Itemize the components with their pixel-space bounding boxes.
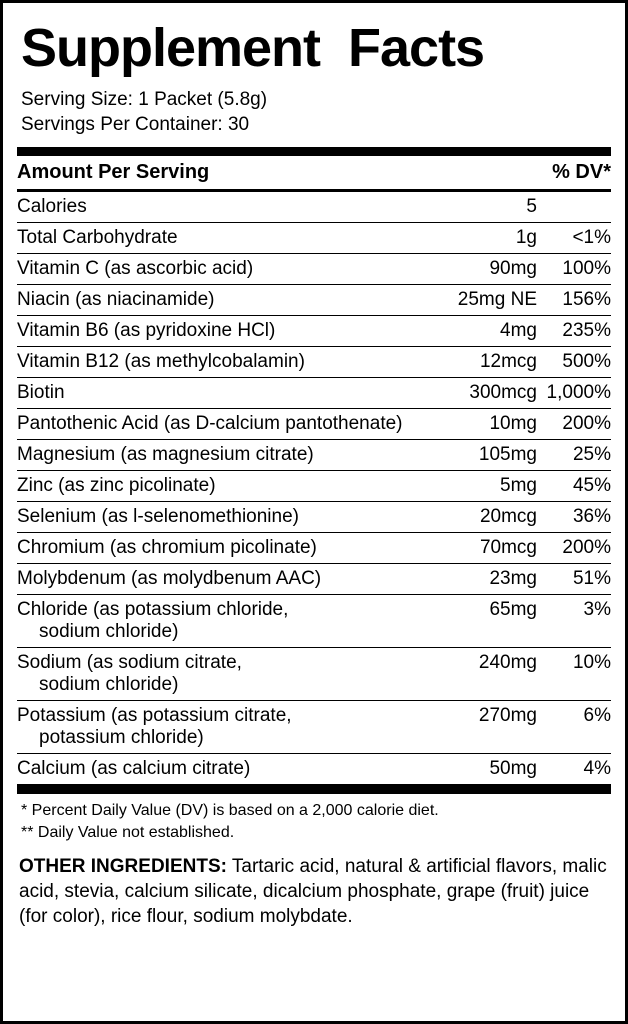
other-ingredients-label: OTHER INGREDIENTS: (19, 856, 227, 878)
table-row (17, 409, 611, 440)
footnote-daily-value: * Percent Daily Value (DV) is based on a 2,000 calorie diet. (21, 802, 439, 820)
row-name: Biotin (17, 378, 448, 409)
row-name: Selenium (as l-selenomethionine) (17, 502, 448, 533)
row-name (17, 701, 448, 754)
row-dv: 51% (537, 564, 611, 595)
footnotes (21, 800, 611, 843)
row-dv: 6% (537, 701, 611, 754)
table-row (17, 347, 611, 378)
row-dv: 156% (537, 285, 611, 316)
row-name-line2: sodium chloride) (39, 674, 179, 696)
row-name: Molybdenum (as molydbenum AAC) (17, 564, 448, 595)
header-amount-per-serving: Amount Per Serving (17, 161, 210, 184)
serving-info (21, 87, 611, 137)
divider-thick-bottom (17, 784, 611, 794)
table-header-row (17, 156, 611, 191)
divider-thick-top (17, 147, 611, 156)
row-dv (537, 191, 611, 223)
row-name-line1: Potassium (as potassium citrate, (17, 705, 292, 727)
row-amount: 5mg (448, 471, 537, 502)
row-amount: 1g (448, 223, 537, 254)
footnote-not-established: ** Daily Value not established. (21, 823, 235, 841)
row-name-line1: Sodium (as sodium citrate, (17, 652, 242, 674)
row-dv: 1,000% (537, 378, 611, 409)
table-row (17, 254, 611, 285)
row-dv: 4% (537, 754, 611, 785)
table-row (17, 564, 611, 595)
row-name-line2: sodium chloride) (39, 621, 179, 643)
row-dv: <1% (537, 223, 611, 254)
row-amount: 5 (448, 191, 537, 223)
row-name: Vitamin B6 (as pyridoxine HCl) (17, 316, 448, 347)
row-name: Calories (17, 191, 448, 223)
other-ingredients (19, 855, 611, 929)
table-row (17, 285, 611, 316)
table-row (17, 223, 611, 254)
row-dv: 10% (537, 648, 611, 701)
row-dv: 45% (537, 471, 611, 502)
table-row (17, 440, 611, 471)
row-amount: 70mcg (448, 533, 537, 564)
row-amount: 23mg (448, 564, 537, 595)
row-name (17, 648, 448, 701)
other-ingredients-text: Tartaric acid, natural & artificial flavors, malic acid, stevia, calcium silicate, dicalcium phosphate, grape (fruit) juice (for color), rice flour, sodium molybdate. (19, 856, 607, 927)
table-row (17, 701, 611, 754)
nutrition-table (17, 156, 611, 784)
table-row (17, 378, 611, 409)
row-amount: 25mg NE (448, 285, 537, 316)
row-name (17, 595, 448, 648)
serving-size: Serving Size: 1 Packet (5.8g) (21, 89, 268, 110)
row-dv: 200% (537, 533, 611, 564)
row-dv: 200% (537, 409, 611, 440)
table-row (17, 754, 611, 785)
row-amount: 4mg (448, 316, 537, 347)
row-dv: 100% (537, 254, 611, 285)
row-name: Total Carbohydrate (17, 223, 448, 254)
row-name: Pantothenic Acid (as D-calcium pantothenate) (17, 409, 448, 440)
row-amount: 105mg (448, 440, 537, 471)
page-title: Supplement Facts (21, 18, 485, 78)
row-name: Chromium (as chromium picolinate) (17, 533, 448, 564)
row-name: Zinc (as zinc picolinate) (17, 471, 448, 502)
table-row (17, 471, 611, 502)
row-dv: 25% (537, 440, 611, 471)
row-amount: 20mcg (448, 502, 537, 533)
row-name: Niacin (as niacinamide) (17, 285, 448, 316)
row-dv: 235% (537, 316, 611, 347)
table-row (17, 316, 611, 347)
row-amount: 10mg (448, 409, 537, 440)
row-amount: 65mg (448, 595, 537, 648)
row-amount: 300mcg (448, 378, 537, 409)
header-percent-dv: % DV* (552, 161, 611, 184)
row-name: Vitamin C (as ascorbic acid) (17, 254, 448, 285)
table-row (17, 648, 611, 701)
row-name: Magnesium (as magnesium citrate) (17, 440, 448, 471)
table-row (17, 533, 611, 564)
table-row (17, 502, 611, 533)
row-name-line1: Chloride (as potassium chloride, (17, 599, 289, 621)
row-name: Vitamin B12 (as methylcobalamin) (17, 347, 448, 378)
row-name-line2: potassium chloride) (39, 727, 204, 749)
header-amount-spacer (448, 156, 537, 191)
row-name: Calcium (as calcium citrate) (17, 754, 448, 785)
row-dv: 3% (537, 595, 611, 648)
row-amount: 270mg (448, 701, 537, 754)
table-row (17, 191, 611, 223)
table-row (17, 595, 611, 648)
row-dv: 500% (537, 347, 611, 378)
row-amount: 240mg (448, 648, 537, 701)
row-dv: 36% (537, 502, 611, 533)
row-amount: 50mg (448, 754, 537, 785)
row-amount: 12mcg (448, 347, 537, 378)
servings-per-container: Servings Per Container: 30 (21, 114, 250, 136)
row-amount: 90mg (448, 254, 537, 285)
